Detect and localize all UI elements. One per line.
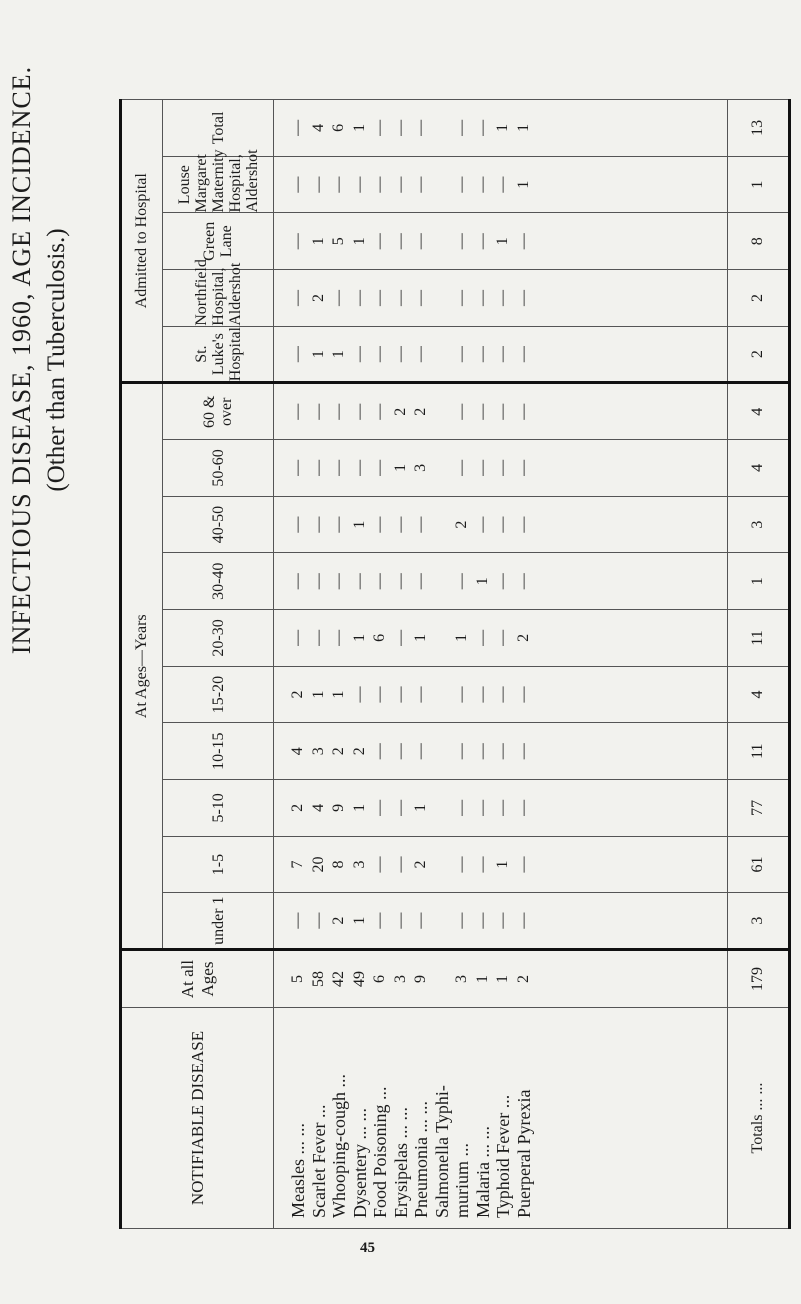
cell-value: — (473, 856, 491, 873)
cell-value: — (330, 289, 347, 306)
cell-value: — (289, 346, 306, 363)
cell-value: — (494, 912, 511, 929)
cell-value: — (494, 516, 511, 533)
cell-value: — (514, 856, 532, 873)
cell-value: — (514, 799, 532, 816)
total-age-value: 61 (728, 836, 790, 893)
total-age-value: 77 (728, 780, 790, 837)
age-column-header: 1-5 (163, 836, 274, 893)
cell-value: — (289, 289, 306, 306)
disease-column-header: NOTIFIABLE DISEASE (121, 1008, 274, 1229)
cell-value: 3 (350, 860, 368, 869)
all-ages-value: 9 (412, 975, 429, 983)
cell-value: 7 (289, 860, 306, 869)
cell-value: — (330, 459, 347, 476)
disease-name: Pneumonia ... ... (411, 1101, 431, 1218)
cell-value: — (391, 856, 409, 873)
cell-value: — (371, 743, 388, 760)
totals-all-ages: 179 (728, 950, 790, 1008)
cell-value: — (453, 233, 470, 250)
cell-value: — (391, 629, 409, 646)
title-text: INFECTIOUS DISEASE, 1960, AGE INCIDENCE. (7, 65, 36, 655)
cell-value: — (330, 573, 347, 590)
cell-value: 2 (412, 407, 429, 416)
cell-value: — (514, 346, 532, 363)
cell-value: — (391, 516, 409, 533)
cell-value: 1 (350, 916, 368, 925)
page-number: 45 (360, 1240, 375, 1256)
cell-value: — (289, 912, 306, 929)
cell-value: — (494, 459, 511, 476)
age-column-values (274, 383, 728, 440)
cell-value: — (309, 403, 327, 420)
cell-value: — (309, 629, 327, 646)
cell-value: — (391, 119, 409, 136)
disease-name: Erysipelas ... ... (390, 1107, 411, 1218)
cell-value: 2 (330, 747, 347, 756)
cell-value: — (289, 629, 306, 646)
cell-value: — (453, 856, 470, 873)
cell-value: — (412, 573, 429, 590)
cell-value: 1 (350, 237, 368, 246)
cell-value: 1 (514, 123, 532, 132)
cell-value: — (391, 289, 409, 306)
cell-value: — (473, 289, 491, 306)
cell-value: 2 (309, 293, 327, 302)
cell-value: — (453, 403, 470, 420)
page-title (6, 40, 72, 680)
cell-value: — (412, 289, 429, 306)
cell-value: 1 (309, 237, 327, 246)
cell-value: — (473, 459, 491, 476)
cell-value: — (371, 176, 388, 193)
age-column-values (274, 723, 728, 780)
total-age-value: 11 (728, 723, 790, 780)
disease-name: murium ... (452, 1143, 472, 1218)
cell-value: 1 (391, 463, 409, 472)
cell-value: — (453, 743, 470, 760)
total-age-value: 1 (728, 553, 790, 610)
cell-value: — (473, 346, 491, 363)
age-column-header: 60 & over (163, 383, 274, 440)
total-hospital-value: 8 (728, 213, 790, 270)
cell-value: — (514, 233, 532, 250)
cell-value: — (473, 403, 491, 420)
cell-value: — (514, 403, 532, 420)
cell-value: — (453, 573, 470, 590)
disease-name: Malaria ... ... (472, 1126, 493, 1218)
cell-value (432, 157, 453, 213)
cell-value: 9 (330, 803, 347, 812)
total-age-value: 3 (728, 496, 790, 553)
cell-value: — (371, 346, 388, 363)
cell-value: 20 (309, 856, 327, 873)
cell-value: 1 (473, 577, 491, 586)
cell-value: 2 (350, 747, 368, 756)
age-column-values (274, 610, 728, 667)
cell-value: — (371, 912, 388, 929)
subtitle-text: (Other than Tuberculosis.) (43, 228, 70, 492)
cell-value: — (514, 743, 532, 760)
total-age-value: 3 (728, 893, 790, 950)
total-age-value: 4 (728, 440, 790, 497)
cell-value: — (309, 176, 327, 193)
cell-value: — (494, 629, 511, 646)
cell-value (432, 497, 453, 553)
total-hospital-value: 1 (728, 156, 790, 213)
cell-value: — (494, 346, 511, 363)
age-column-values (274, 440, 728, 497)
cell-value: — (494, 176, 511, 193)
all-ages-value: 6 (371, 975, 388, 983)
cell-value: — (391, 799, 409, 816)
hospital-column-header: Green Lane (163, 213, 274, 270)
cell-value: — (350, 289, 368, 306)
incidence-table (119, 99, 791, 1229)
cell-value: 1 (309, 350, 327, 359)
all-ages-value: 1 (494, 975, 511, 983)
cell-value: — (412, 516, 429, 533)
disease-name: Puerperal Pyrexia (513, 1089, 534, 1218)
cell-value: — (473, 233, 491, 250)
cell-value: 1 (494, 237, 511, 246)
cell-value: — (473, 119, 491, 136)
cell-value: — (289, 573, 306, 590)
age-column-values (274, 496, 728, 553)
cell-value (432, 327, 453, 382)
all-ages-value: 3 (453, 975, 470, 983)
cell-value: 8 (330, 860, 347, 869)
cell-value: 1 (453, 633, 470, 642)
cell-value: — (371, 516, 388, 533)
cell-value: — (494, 289, 511, 306)
cell-value: 5 (330, 237, 347, 246)
cell-value: 1 (412, 633, 429, 642)
cell-value: — (473, 743, 491, 760)
cell-value: 1 (494, 123, 511, 132)
cell-value: — (412, 686, 429, 703)
cell-value: — (412, 233, 429, 250)
all-ages-values (274, 950, 728, 1008)
cell-value: — (494, 799, 511, 816)
cell-value (432, 837, 453, 893)
total-age-value: 11 (728, 610, 790, 667)
cell-value: 1 (514, 180, 532, 189)
cell-value: 1 (350, 633, 368, 642)
cell-value: — (494, 403, 511, 420)
cell-value: 2 (453, 520, 470, 529)
cell-value: — (453, 119, 470, 136)
cell-value (432, 723, 453, 779)
cell-value (432, 213, 453, 269)
cell-value: 2 (289, 690, 306, 699)
age-column-values (274, 666, 728, 723)
cell-value: 2 (289, 803, 306, 812)
cell-value: — (289, 403, 306, 420)
cell-value (432, 667, 453, 723)
cell-value: — (289, 176, 306, 193)
total-age-value: 4 (728, 383, 790, 440)
cell-value: — (371, 856, 388, 873)
total-hospital-value: 2 (728, 326, 790, 383)
cell-value: 3 (309, 747, 327, 756)
all-ages-value: 58 (309, 971, 327, 987)
cell-value: — (391, 686, 409, 703)
cell-value: — (330, 516, 347, 533)
cell-value: 1 (330, 690, 347, 699)
cell-value: 1 (350, 123, 368, 132)
cell-value: — (473, 176, 491, 193)
all-ages-value: 42 (330, 971, 347, 987)
cell-value: — (309, 573, 327, 590)
cell-value: 3 (412, 463, 429, 472)
cell-value: — (391, 743, 409, 760)
cell-value: 2 (514, 633, 532, 642)
cell-value: 4 (289, 747, 306, 756)
hospital-column-values (274, 100, 728, 157)
cell-value: — (371, 233, 388, 250)
cell-value: — (350, 573, 368, 590)
cell-value: — (330, 176, 347, 193)
cell-value: — (350, 403, 368, 420)
cell-value: — (391, 912, 409, 929)
all-ages-value (432, 951, 453, 1007)
all-ages-value: 5 (289, 975, 306, 983)
disease-name: Typhoid Fever ... (493, 1094, 513, 1218)
cell-value (432, 100, 453, 156)
cell-value: — (391, 233, 409, 250)
age-column-header: 20-30 (163, 610, 274, 667)
cell-value: — (453, 912, 470, 929)
cell-value: — (514, 516, 532, 533)
age-column-header: 50-60 (163, 440, 274, 497)
cell-value: 1 (412, 803, 429, 812)
age-column-header: 5-10 (163, 780, 274, 837)
cell-value: 1 (350, 520, 368, 529)
cell-value: — (350, 346, 368, 363)
hospital-column-header: Louse Margaret Maternity Hospital, Aldershot (163, 156, 274, 213)
hospital-column-header: St. Luke's Hospital (163, 326, 274, 383)
cell-value: — (309, 912, 327, 929)
cell-value: — (309, 516, 327, 533)
cell-value (432, 440, 453, 496)
cell-value: — (514, 289, 532, 306)
cell-value: — (330, 403, 347, 420)
all-ages-value: 2 (514, 975, 532, 983)
cell-value: — (371, 573, 388, 590)
disease-name: Food Poisoning ... (370, 1086, 390, 1218)
cell-value: — (330, 629, 347, 646)
cell-value: 1 (350, 803, 368, 812)
cell-value (432, 384, 453, 439)
cell-value (432, 893, 453, 948)
cell-value: — (453, 686, 470, 703)
cell-value: — (514, 686, 532, 703)
cell-value: 1 (494, 860, 511, 869)
cell-value: — (494, 743, 511, 760)
cell-value: — (371, 119, 388, 136)
cell-value: — (350, 686, 368, 703)
cell-value: — (514, 459, 532, 476)
cell-value: — (514, 573, 532, 590)
disease-name: Salmonella Typhi- (431, 1085, 452, 1218)
cell-value: — (350, 176, 368, 193)
total-hospital-value: 2 (728, 270, 790, 327)
cell-value: 4 (309, 123, 327, 132)
cell-value: — (494, 573, 511, 590)
cell-value: — (371, 289, 388, 306)
age-column-header: 10-15 (163, 723, 274, 780)
cell-value: 2 (412, 860, 429, 869)
cell-value: — (473, 686, 491, 703)
cell-value: — (412, 743, 429, 760)
disease-list (274, 1008, 728, 1229)
cell-value: 2 (330, 916, 347, 925)
cell-value (432, 610, 453, 666)
cell-value: 6 (330, 123, 347, 132)
age-column-values (274, 553, 728, 610)
disease-name: Measles ... ... (288, 1123, 308, 1218)
cell-value: — (412, 176, 429, 193)
cell-value: — (473, 629, 491, 646)
hospital-column-header: Total (163, 100, 274, 157)
cell-value: 4 (309, 803, 327, 812)
cell-value (432, 780, 453, 836)
table-container (120, 100, 791, 1228)
cell-value: — (412, 119, 429, 136)
cell-value: — (371, 403, 388, 420)
cell-value: 1 (309, 690, 327, 699)
hospital-group-header: Admitted to Hospital (121, 100, 163, 383)
cell-value: — (289, 459, 306, 476)
age-column-header: 30-40 (163, 553, 274, 610)
cell-value: 6 (371, 633, 388, 642)
hospital-column-values (274, 270, 728, 327)
disease-name: Scarlet Fever ... (308, 1104, 329, 1218)
disease-name: Whooping-cough ... (329, 1074, 349, 1218)
hospital-column-values (274, 326, 728, 383)
cell-value: — (371, 799, 388, 816)
cell-value: — (289, 516, 306, 533)
cell-value: — (289, 119, 306, 136)
cell-value: — (453, 289, 470, 306)
age-column-header: 15-20 (163, 666, 274, 723)
cell-value: — (453, 799, 470, 816)
age-column-values (274, 893, 728, 950)
cell-value: — (453, 346, 470, 363)
all-ages-column-header: At all Ages (121, 950, 274, 1008)
cell-value: — (453, 459, 470, 476)
cell-value: — (371, 459, 388, 476)
cell-value: — (473, 799, 491, 816)
cell-value: — (309, 459, 327, 476)
all-ages-value: 3 (391, 975, 409, 983)
all-ages-value: 49 (350, 971, 368, 987)
cell-value: — (473, 912, 491, 929)
cell-value: — (350, 459, 368, 476)
total-age-value: 4 (728, 666, 790, 723)
cell-value: — (473, 516, 491, 533)
cell-value: — (514, 912, 532, 929)
total-hospital-value: 13 (728, 100, 790, 157)
cell-value: 1 (330, 350, 347, 359)
cell-value: — (289, 233, 306, 250)
age-column-header: 40-50 (163, 496, 274, 553)
cell-value: — (391, 176, 409, 193)
cell-value: — (453, 176, 470, 193)
totals-label: Totals ... ... (728, 1008, 790, 1229)
cell-value: — (371, 686, 388, 703)
hospital-column-values (274, 156, 728, 213)
age-column-values (274, 836, 728, 893)
all-ages-value: 1 (473, 975, 491, 983)
disease-name: Dysentery ... ... (349, 1108, 370, 1218)
hospital-column-header: Northfield Hospital, Aldershot (163, 270, 274, 327)
age-column-values (274, 780, 728, 837)
cell-value (432, 553, 453, 609)
age-group-header: At Ages—Years (121, 383, 163, 950)
cell-value: — (391, 573, 409, 590)
cell-value: — (412, 346, 429, 363)
cell-value: — (494, 686, 511, 703)
cell-value (432, 270, 453, 326)
cell-value: — (391, 346, 409, 363)
cell-value: 2 (391, 407, 409, 416)
cell-value: — (412, 912, 429, 929)
age-column-header: under 1 (163, 893, 274, 950)
hospital-column-values (274, 213, 728, 270)
